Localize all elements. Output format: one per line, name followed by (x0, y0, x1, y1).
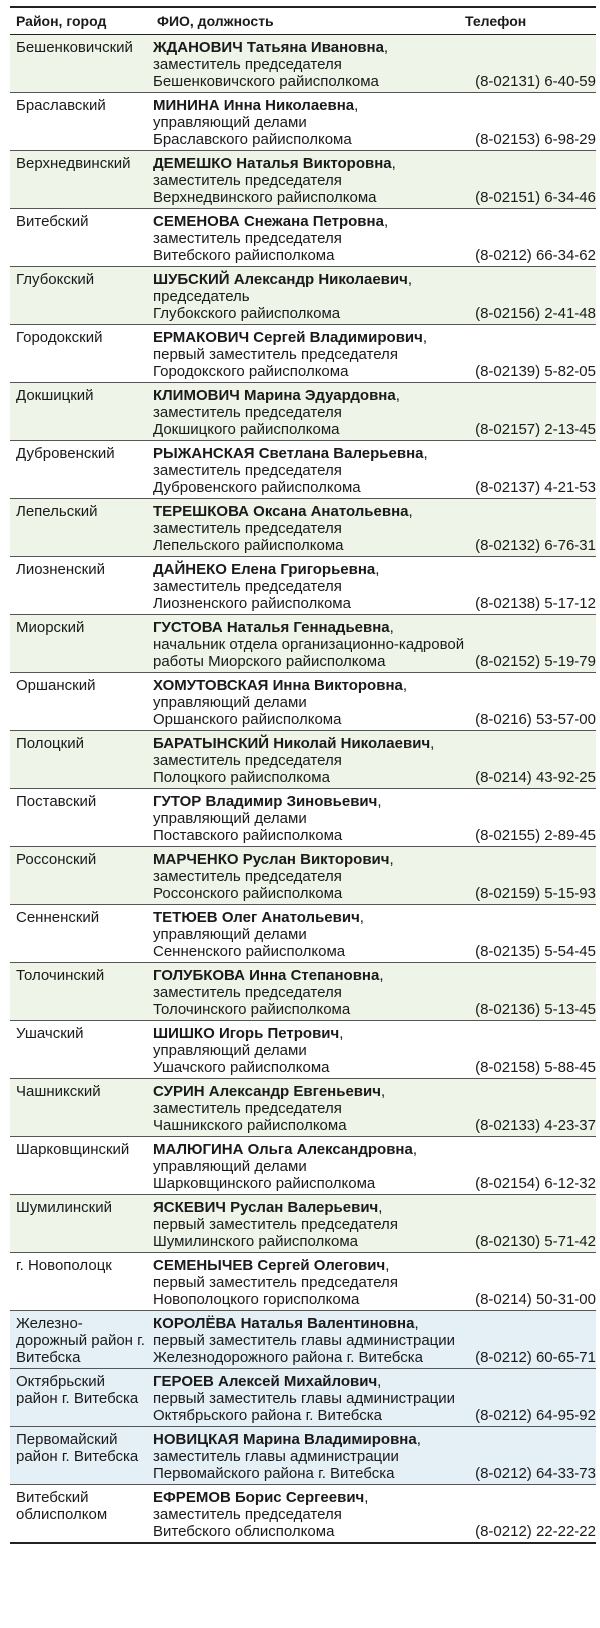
region-cell: Чашникский (10, 1079, 151, 1137)
person-surname: КЛИМОВИЧ (153, 387, 240, 404)
person-name-line: КОРОЛЁВА Наталья Валентиновна, (153, 1315, 419, 1332)
person-given-name: Марина Эдуардовна (243, 387, 396, 404)
person-name-line: СЕМЕНЫЧЕВ Сергей Олегович, (153, 1257, 390, 1274)
table-row (10, 1137, 596, 1195)
position-line-2: Городокского райисполкома (153, 363, 349, 380)
region-cell: Миорский (10, 615, 151, 673)
position-line-1: заместитель председателя (153, 172, 342, 189)
person-cell (151, 963, 465, 1021)
phone-cell: (8-02132) 6-76-31 (465, 499, 596, 557)
person-name-line: РЫЖАНСКАЯ Светлана Валерьевна, (153, 445, 428, 462)
table-row (10, 35, 596, 93)
region-cell: Поставский (10, 789, 151, 847)
person-surname: ГУСТОВА (153, 619, 223, 636)
person-cell (151, 905, 465, 963)
person-given-name: Наталья Геннадьевна (226, 619, 390, 636)
person-cell (151, 789, 465, 847)
person-given-name: Сергей Владимирович (253, 329, 423, 346)
phone-cell: (8-0214) 50-31-00 (465, 1253, 596, 1311)
person-cell (151, 731, 465, 789)
position-line-2: Витебского облисполкома (153, 1523, 335, 1540)
position-line-2: работы Миорского райисполкома (153, 653, 386, 670)
table-row (10, 731, 596, 789)
position-line-2: Поставского райисполкома (153, 827, 343, 844)
position-line-1: первый заместитель председателя (153, 346, 398, 363)
region-cell: Полоцкий (10, 731, 151, 789)
position-line-2: Лиозненского райисполкома (153, 595, 351, 612)
person-cell (151, 209, 465, 267)
position-line-2: Глубокского райисполкома (153, 305, 341, 322)
person-given-name: Руслан Викторович (242, 851, 390, 868)
position-line-2: Чашникского райисполкома (153, 1117, 347, 1134)
person-cell (151, 1427, 465, 1485)
person-surname: ШИШКО (153, 1025, 215, 1042)
person-cell (151, 1021, 465, 1079)
position-line-2: Октябрьского района г. Витебска (153, 1407, 382, 1424)
person-cell (151, 1079, 465, 1137)
region-cell: Шумилинский (10, 1195, 151, 1253)
position-line-1: заместитель главы администрации (153, 1448, 399, 1465)
region-cell: Лепельский (10, 499, 151, 557)
person-surname: ГОЛУБКОВА (153, 967, 245, 984)
region-cell: Витебский (10, 209, 151, 267)
person-surname: ГУТОР (153, 793, 202, 810)
person-name-line: ЕРМАКОВИЧ Сергей Владимирович, (153, 329, 428, 346)
person-name-line: ХОМУТОВСКАЯ Инна Викторовна, (153, 677, 408, 694)
table-row (10, 847, 596, 905)
phone-cell: (8-0212) 22-22-22 (465, 1485, 596, 1543)
contacts-sheet (10, 6, 596, 1544)
person-name-line: ЖДАНОВИЧ Татьяна Ивановна, (153, 39, 389, 56)
table-row (10, 1311, 596, 1369)
person-name-line: КЛИМОВИЧ Марина Эдуардовна, (153, 387, 400, 404)
person-name-line: ЯСКЕВИЧ Руслан Валерьевич, (153, 1199, 383, 1216)
person-surname: ЕФРЕМОВ (153, 1489, 231, 1506)
phone-cell: (8-02156) 2-41-48 (465, 267, 596, 325)
region-cell: Лиозненский (10, 557, 151, 615)
position-line-1: заместитель председателя (153, 1506, 342, 1523)
position-line-2: Витебского райисполкома (153, 247, 335, 264)
person-given-name: Наталья Викторовна (236, 155, 392, 172)
position-line-1: управляющий делами (153, 926, 307, 943)
person-given-name: Светлана Валерьевна (258, 445, 424, 462)
position-line-1: первый заместитель главы администрации (153, 1390, 456, 1407)
region-cell: Сенненский (10, 905, 151, 963)
person-given-name: Сергей Олегович (257, 1257, 386, 1274)
position-line-1: первый заместитель председателя (153, 1274, 398, 1291)
person-name-line: ДЕМЕШКО Наталья Викторовна, (153, 155, 396, 172)
person-cell (151, 1195, 465, 1253)
person-surname: ГЕРОЕВ (153, 1373, 214, 1390)
table-row (10, 615, 596, 673)
phone-cell: (8-0212) 64-33-73 (465, 1427, 596, 1485)
person-given-name: Инна Николаевна (223, 97, 355, 114)
person-name-line: СУРИН Александр Евгеньевич, (153, 1083, 386, 1100)
person-surname: МАРЧЕНКО (153, 851, 239, 868)
phone-cell: (8-02159) 5-15-93 (465, 847, 596, 905)
person-name-line: ГУТОР Владимир Зиновьевич, (153, 793, 382, 810)
person-cell (151, 151, 465, 209)
region-cell: Россонский (10, 847, 151, 905)
region-cell: Глубокский (10, 267, 151, 325)
region-cell: Городокский (10, 325, 151, 383)
person-cell (151, 499, 465, 557)
region-cell: Витебский облисполком (10, 1485, 151, 1543)
position-line-2: Сенненского райисполкома (153, 943, 346, 960)
person-cell (151, 93, 465, 151)
person-cell (151, 441, 465, 499)
table-row (10, 1079, 596, 1137)
person-name-line: ГОЛУБКОВА Инна Степановна, (153, 967, 384, 984)
position-line-2: Бешенковичского райисполкома (153, 73, 379, 90)
person-name-line: ТЕРЕШКОВА Оксана Анатольевна, (153, 503, 413, 520)
person-surname: КОРОЛЁВА (153, 1315, 237, 1332)
person-cell (151, 1311, 465, 1369)
phone-cell: (8-02130) 5-71-42 (465, 1195, 596, 1253)
table-row (10, 557, 596, 615)
region-cell: Ушачский (10, 1021, 151, 1079)
table-row (10, 93, 596, 151)
person-given-name: Снежана Петровна (243, 213, 384, 230)
person-cell (151, 1485, 465, 1543)
person-cell (151, 557, 465, 615)
person-given-name: Олег Анатольевич (221, 909, 360, 926)
position-line-1: заместитель председателя (153, 462, 342, 479)
person-surname: СЕМЕНЫЧЕВ (153, 1257, 254, 1274)
table-header-row (10, 7, 596, 35)
person-surname: ТЕРЕШКОВА (153, 503, 249, 520)
person-cell (151, 615, 465, 673)
position-line-2: Новополоцкого горисполкома (153, 1291, 360, 1308)
table-row (10, 963, 596, 1021)
person-cell (151, 673, 465, 731)
person-surname: ЕРМАКОВИЧ (153, 329, 250, 346)
phone-cell: (8-02131) 6-40-59 (465, 35, 596, 93)
phone-cell: (8-02135) 5-54-45 (465, 905, 596, 963)
person-surname: ДАЙНЕКО (153, 561, 227, 578)
table-row (10, 151, 596, 209)
person-given-name: Игорь Петрович (218, 1025, 340, 1042)
header-region: Район, город (10, 7, 151, 35)
table-row (10, 905, 596, 963)
table-row (10, 325, 596, 383)
position-line-1: заместитель председателя (153, 520, 342, 537)
person-given-name: Алексей Михайлович (218, 1373, 378, 1390)
position-line-2: Шарковщинского райисполкома (153, 1175, 376, 1192)
table-row (10, 1427, 596, 1485)
phone-cell: (8-02133) 4-23-37 (465, 1079, 596, 1137)
person-given-name: Владимир Зиновьевич (205, 793, 378, 810)
position-line-2: Россонского райисполкома (153, 885, 343, 902)
region-cell: Докшицкий (10, 383, 151, 441)
person-name-line: БАРАТЫНСКИЙ Николай Николаевич, (153, 735, 435, 752)
phone-cell: (8-02152) 5-19-79 (465, 615, 596, 673)
position-line-1: первый заместитель председателя (153, 1216, 398, 1233)
person-surname: МАЛЮГИНА (153, 1141, 244, 1158)
person-surname: ЖДАНОВИЧ (153, 39, 243, 56)
person-given-name: Борис Сергеевич (234, 1489, 365, 1506)
position-line-2: Дубровенского райисполкома (153, 479, 361, 496)
position-line-2: Ушачского райисполкома (153, 1059, 330, 1076)
person-name-line: ТЕТЮЕВ Олег Анатольевич, (153, 909, 364, 926)
person-given-name: Николай Николаевич (273, 735, 431, 752)
person-surname: НОВИЦКАЯ (153, 1431, 239, 1448)
phone-cell: (8-02139) 5-82-05 (465, 325, 596, 383)
person-name-line: МАРЧЕНКО Руслан Викторович, (153, 851, 394, 868)
region-cell: Шарковщинский (10, 1137, 151, 1195)
phone-cell: (8-02158) 5-88-45 (465, 1021, 596, 1079)
person-surname: СУРИН (153, 1083, 205, 1100)
region-cell: Первомайский район г. Витебска (10, 1427, 151, 1485)
person-cell (151, 1137, 465, 1195)
person-cell (151, 1369, 465, 1427)
table-row (10, 499, 596, 557)
position-line-1: заместитель председателя (153, 230, 342, 247)
position-line-1: заместитель председателя (153, 578, 342, 595)
person-given-name: Татьяна Ивановна (246, 39, 384, 56)
person-surname: БАРАТЫНСКИЙ (153, 735, 270, 752)
region-cell: г. Новополоцк (10, 1253, 151, 1311)
region-cell: Толочинский (10, 963, 151, 1021)
phone-cell: (8-02137) 4-21-53 (465, 441, 596, 499)
table-row (10, 673, 596, 731)
person-given-name: Инна Викторовна (272, 677, 403, 694)
position-line-1: заместитель председателя (153, 404, 342, 421)
person-surname: СЕМЕНОВА (153, 213, 240, 230)
phone-cell: (8-02157) 2-13-45 (465, 383, 596, 441)
person-surname: ХОМУТОВСКАЯ (153, 677, 269, 694)
person-given-name: Елена Григорьевна (231, 561, 376, 578)
person-surname: МИНИНА (153, 97, 220, 114)
person-surname: ШУБСКИЙ (153, 271, 230, 288)
person-name-line: МИНИНА Инна Николаевна, (153, 97, 359, 114)
table-row (10, 1195, 596, 1253)
phone-cell: (8-02151) 6-34-46 (465, 151, 596, 209)
table-row (10, 1021, 596, 1079)
table-row (10, 1485, 596, 1543)
contacts-table (10, 6, 596, 1544)
person-name-line: ГЕРОЕВ Алексей Михайлович, (153, 1373, 382, 1390)
person-cell (151, 325, 465, 383)
region-cell: Октябрьский район г. Витебска (10, 1369, 151, 1427)
position-line-1: управляющий делами (153, 810, 307, 827)
person-given-name: Инна Степановна (249, 967, 380, 984)
phone-cell: (8-02155) 2-89-45 (465, 789, 596, 847)
position-line-2: Оршанского райисполкома (153, 711, 342, 728)
position-line-1: заместитель председателя (153, 984, 342, 1001)
table-row (10, 441, 596, 499)
region-cell: Верхнедвинский (10, 151, 151, 209)
position-line-2: Железнодорожного района г. Витебска (153, 1349, 423, 1366)
position-line-2: Верхнедвинского райисполкома (153, 189, 377, 206)
position-line-1: заместитель председателя (153, 56, 342, 73)
person-given-name: Марина Владимировна (243, 1431, 417, 1448)
position-line-2: Браславского райисполкома (153, 131, 352, 148)
position-line-2: Шумилинского райисполкома (153, 1233, 358, 1250)
person-given-name: Наталья Валентиновна (240, 1315, 415, 1332)
position-line-1: управляющий делами (153, 1158, 307, 1175)
position-line-2: Докшицкого райисполкома (153, 421, 340, 438)
phone-cell: (8-02138) 5-17-12 (465, 557, 596, 615)
person-surname: ЯСКЕВИЧ (153, 1199, 226, 1216)
person-given-name: Ольга Александровна (247, 1141, 413, 1158)
position-line-2: Полоцкого райисполкома (153, 769, 330, 786)
table-row (10, 267, 596, 325)
person-surname: ДЕМЕШКО (153, 155, 233, 172)
position-line-1: заместитель председателя (153, 868, 342, 885)
position-line-1: председатель (153, 288, 250, 305)
position-line-1: управляющий делами (153, 694, 307, 711)
phone-cell: (8-0212) 60-65-71 (465, 1311, 596, 1369)
person-given-name: Александр Николаевич (233, 271, 408, 288)
region-cell: Железно-дорожный район г. Витебска (10, 1311, 151, 1369)
person-cell (151, 383, 465, 441)
person-name-line: ГУСТОВА Наталья Геннадьевна, (153, 619, 394, 636)
region-cell: Дубровенский (10, 441, 151, 499)
person-given-name: Руслан Валерьевич (230, 1199, 379, 1216)
position-line-1: управляющий делами (153, 1042, 307, 1059)
region-cell: Бешенковичский (10, 35, 151, 93)
table-row (10, 383, 596, 441)
position-line-1: заместитель председателя (153, 752, 342, 769)
person-given-name: Александр Евгеньевич (208, 1083, 381, 1100)
person-name-line: НОВИЦКАЯ Марина Владимировна, (153, 1431, 421, 1448)
person-cell (151, 847, 465, 905)
phone-cell: (8-0212) 66-34-62 (465, 209, 596, 267)
person-surname: РЫЖАНСКАЯ (153, 445, 255, 462)
position-line-1: управляющий делами (153, 114, 307, 131)
person-name-line: МАЛЮГИНА Ольга Александровна, (153, 1141, 418, 1158)
table-body (10, 35, 596, 1543)
person-name-line: ЕФРЕМОВ Борис Сергеевич, (153, 1489, 369, 1506)
person-name-line: ШУБСКИЙ Александр Николаевич, (153, 271, 413, 288)
position-line-2: Лепельского райисполкома (153, 537, 344, 554)
region-cell: Оршанский (10, 673, 151, 731)
person-name-line: ДАЙНЕКО Елена Григорьевна, (153, 561, 380, 578)
phone-cell: (8-0214) 43-92-25 (465, 731, 596, 789)
person-name-line: СЕМЕНОВА Снежана Петровна, (153, 213, 389, 230)
phone-cell: (8-02136) 5-13-45 (465, 963, 596, 1021)
phone-cell: (8-0216) 53-57-00 (465, 673, 596, 731)
table-row (10, 209, 596, 267)
table-row (10, 789, 596, 847)
region-cell: Браславский (10, 93, 151, 151)
table-row (10, 1253, 596, 1311)
header-phone: Телефон (465, 7, 596, 35)
position-line-2: Толочинского райисполкома (153, 1001, 351, 1018)
person-surname: ТЕТЮЕВ (153, 909, 218, 926)
table-row (10, 1369, 596, 1427)
person-cell (151, 267, 465, 325)
position-line-1: первый заместитель главы администрации (153, 1332, 456, 1349)
person-cell (151, 35, 465, 93)
phone-cell: (8-02154) 6-12-32 (465, 1137, 596, 1195)
person-name-line: ШИШКО Игорь Петрович, (153, 1025, 344, 1042)
phone-cell: (8-0212) 64-95-92 (465, 1369, 596, 1427)
position-line-1: начальник отдела организационно-кадровой (153, 636, 465, 653)
phone-cell: (8-02153) 6-98-29 (465, 93, 596, 151)
position-line-2: Первомайского района г. Витебска (153, 1465, 395, 1482)
position-line-1: заместитель председателя (153, 1100, 342, 1117)
header-name: ФИО, должность (151, 7, 465, 35)
person-cell (151, 1253, 465, 1311)
person-given-name: Оксана Анатольевна (253, 503, 409, 520)
